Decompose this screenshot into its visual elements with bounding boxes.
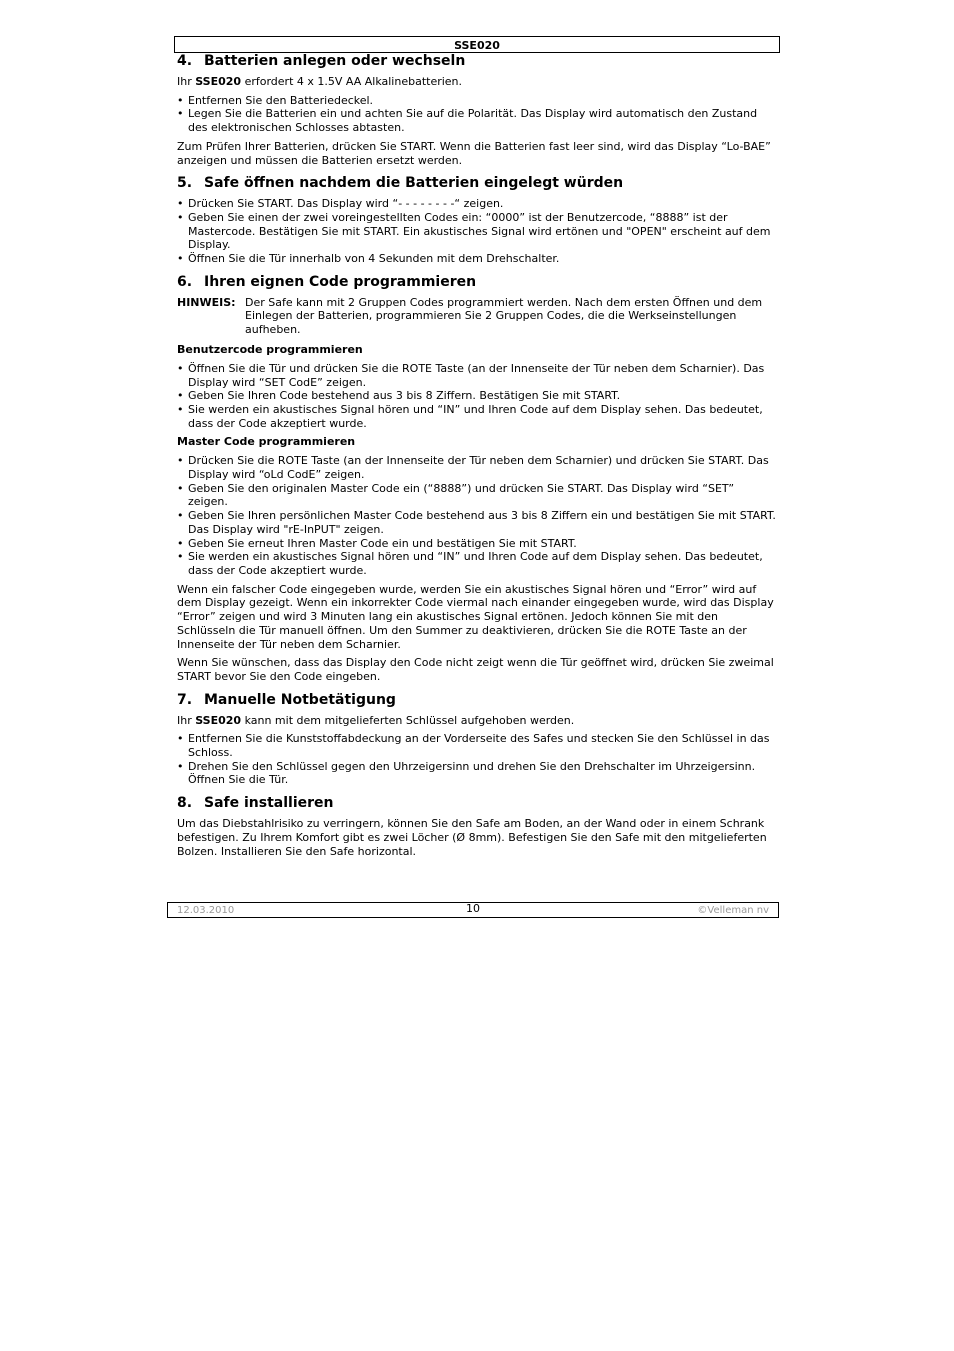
note-text: Der Safe kann mit 2 Gruppen Codes programmiert werden. Nach dem ersten Öffnen und dem Einlegen der Batterien, programmieren Sie 2 Gruppen Codes, die die Werkseinstellungen aufheben. xyxy=(245,295,763,337)
list-item: • Sie werden ein akustisches Signal hören und “IN” und Ihren Code auf dem Display sehen. Das bedeutet, dass der Code akzeptiert wurde. xyxy=(177,403,777,430)
section-intro: Ihr SSE020 kann mit dem mitgelieferten Schlüssel aufgehoben werden. xyxy=(177,713,575,727)
section-heading: 4. Batterien anlegen oder wechseln xyxy=(177,53,466,69)
page-footer xyxy=(167,902,779,918)
list-item: • Öffnen Sie die Tür innerhalb von 4 Sekunden mit dem Drehschalter. xyxy=(177,252,777,266)
list-item: • Drücken Sie START. Das Display wird “- - - - - - - -“ zeigen. xyxy=(177,197,777,211)
subheading-master-code: Master Code programmieren xyxy=(177,435,356,449)
list-item: • Sie werden ein akustisches Signal hören und “IN” und Ihren Code auf dem Display sehen. Das bedeutet, dass der Code akzeptiert wurde. xyxy=(177,550,777,577)
note xyxy=(177,296,777,337)
note-label: HINWEIS: xyxy=(177,295,236,309)
paragraph: Zum Prüfen Ihrer Batterien, drücken Sie START. Wenn die Batterien fast leer sind, wird das Display “Lo-BAE” anzeigen und müssen die Batterien ersetzt werden. xyxy=(177,139,771,167)
list-item: • Geben Sie den originalen Master Code ein (“8888”) und drücken Sie START. Das Display wird “SET” zeigen. xyxy=(177,482,777,509)
section-install xyxy=(177,795,777,858)
paragraph: Wenn ein falscher Code eingegeben wurde, werden Sie ein akustisches Signal hören und “Error” wird auf dem Display gezeigt. Wenn ein inkorrekter Code viermal nach einander eingegeben wurde, wird das Display “Error” zeigen und wird 3 Minuten lang ein akustisches Signal ertönen. Jedoch können Sie mit den Schlüsseln die Tür manuell öffnen. Um den Summer zu deaktivieren, drücken Sie die ROTE Taste an der Innenseite der Tür neben dem Scharnier. xyxy=(177,582,774,651)
footer-copyright: ©Velleman nv xyxy=(697,905,769,916)
footer-date: 12.03.2010 xyxy=(177,905,235,916)
list-item: • Öffnen Sie die Tür und drücken Sie die ROTE Taste (an der Innenseite der Tür neben dem Scharnier). Das Display wird “SET CodE” zeigen. xyxy=(177,362,777,389)
paragraph: Wenn Sie wünschen, dass das Display den Code nicht zeigt wenn die Tür geöffnet wird, drücken Sie zweimal START bevor Sie den Code eingeben. xyxy=(177,656,774,683)
section-open-safe xyxy=(177,175,777,266)
list-item: • Geben Sie Ihren Code bestehend aus 3 bis 8 Ziffern. Bestätigen Sie mit START. xyxy=(177,389,777,403)
section-manual-override xyxy=(177,692,777,788)
page-header xyxy=(174,36,780,53)
list-item: • Geben Sie Ihren persönlichen Master Code bestehend aus 3 bis 8 Ziffern ein und bestätigen Sie mit START. Das Display wird "rE-InPUT" zeigen. xyxy=(177,509,777,536)
list-item: • Entfernen Sie die Kunststoffabdeckung an der Vorderseite des Safes und stecken Sie den Schlüssel in das Schloss. xyxy=(177,732,777,759)
list-item: • Geben Sie einen der zwei voreingestellten Codes ein: “0000” ist der Benutzercode, “8888” ist der Mastercode. Bestätigen Sie mit START. Ein akustisches Signal wird ertönen und "OPEN" erscheint auf dem Display. xyxy=(177,211,777,252)
bullet-list xyxy=(177,94,777,135)
header-title: SSE020 xyxy=(454,39,500,52)
bullet-list xyxy=(177,732,777,787)
bullet-list xyxy=(177,454,777,577)
section-heading: 6. Ihren eignen Code programmieren xyxy=(177,273,477,290)
section-heading: 5. Safe öffnen nachdem die Batterien eingelegt würden xyxy=(177,175,624,192)
section-intro: Ihr SSE020 erfordert 4 x 1.5V AA Alkalinebatterien. xyxy=(177,75,463,88)
list-item: • Entfernen Sie den Batteriedeckel. xyxy=(177,94,777,108)
list-item: • Drücken Sie die ROTE Taste (an der Innenseite der Tür neben dem Scharnier) und drücken Sie START. Das Display wird “oLd CodE” zeigen. xyxy=(177,454,777,481)
bullet-list xyxy=(177,197,777,266)
section-batteries xyxy=(177,53,777,167)
page-number: 10 xyxy=(466,902,480,915)
bullet-list xyxy=(177,362,777,431)
section-heading: 8. Safe installieren xyxy=(177,795,334,812)
list-item: • Legen Sie die Batterien ein und achten Sie auf die Polarität. Das Display wird automatisch den Zustand des elektronischen Schlosses abtasten. xyxy=(177,107,777,134)
document-body xyxy=(177,53,777,866)
subheading-user-code: Benutzercode programmieren xyxy=(177,342,363,356)
list-item: • Geben Sie erneut Ihren Master Code ein und bestätigen Sie mit START. xyxy=(177,537,777,551)
list-item: • Drehen Sie den Schlüssel gegen den Uhrzeigersinn und drehen Sie den Drehschalter im Uhrzeigersinn. Öffnen Sie die Tür. xyxy=(177,760,777,787)
section-heading: 7. Manuelle Notbetätigung xyxy=(177,691,396,708)
section-program-code xyxy=(177,274,777,684)
paragraph: Um das Diebstahlrisiko zu verringern, können Sie den Safe am Boden, an der Wand oder in einem Schrank befestigen. Zu Ihrem Komfort gibt es zwei Löcher (Ø 8mm). Befestigen Sie den Safe mit den mitgelieferten Bolzen. Installieren Sie den Safe horizontal. xyxy=(177,817,767,858)
